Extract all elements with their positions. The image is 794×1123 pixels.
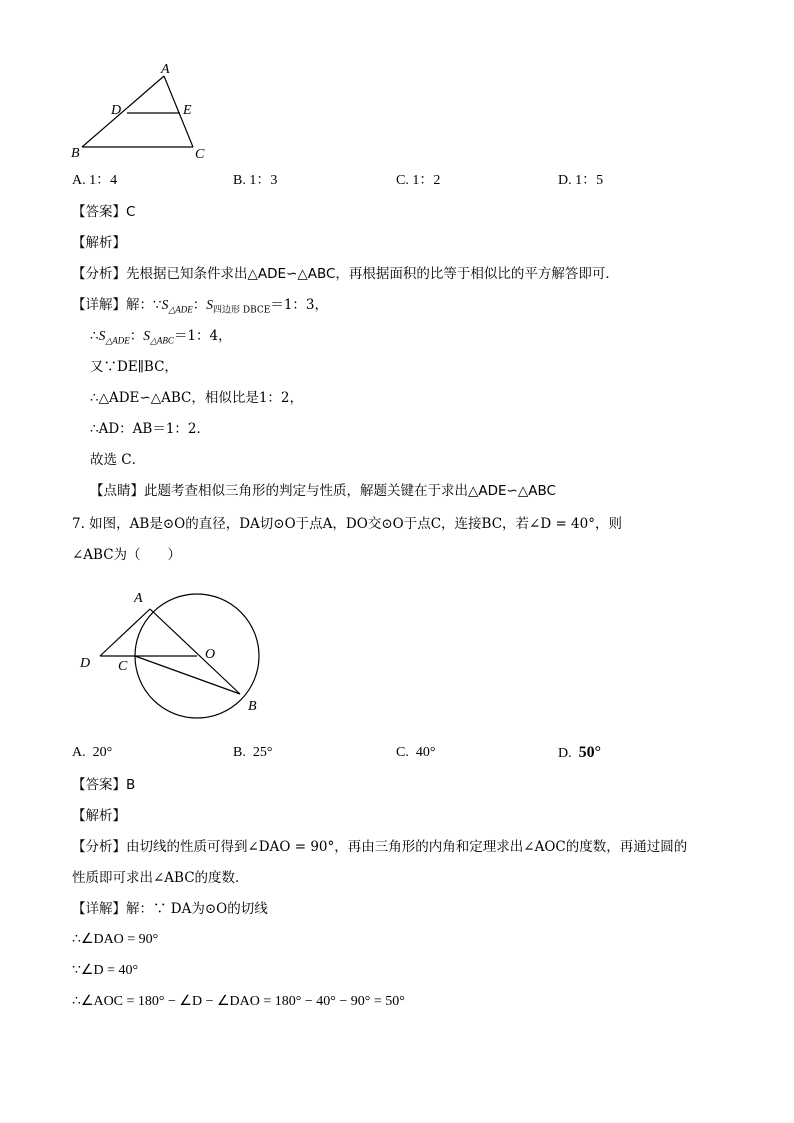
circle-figure-q7 [70,580,280,720]
q7-stem-line-1: 7. 如图，AB是⊙O的直径，DA切⊙O于点A，DO交⊙O于点C，连接BC，若∠D = 40°，则 [72,516,622,532]
q6-detail-line-3: 又∵DE∥BC， [90,359,178,375]
segment-cb [135,656,240,694]
label-d: D [111,103,122,118]
q7-option-c [396,745,435,762]
q7-detail-line-3: ∵∠D = 40° [72,963,139,978]
label-b: B [71,146,80,161]
q6-detail-line-1 [72,297,328,316]
q7-option-b-value: 25° [252,745,273,760]
q6-option-d: D. 1：5 [558,173,604,188]
q7-fenxi-line-1: 【分析】由切线的性质可得到∠DAO = 90°，再由三角形的内角和定理求出∠AOC的度数，再通过圆的 [72,839,688,855]
q7-detail-line-1: 【详解】解：∵ DA为⊙O的切线 [72,901,268,917]
segment-da [100,609,150,656]
q7-fenxi-line-2: 性质即可求出∠ABC的度数． [72,870,249,886]
q6-detail-line-2 [90,328,232,346]
label-b: B [248,699,257,714]
label-e: E [183,103,192,118]
q7-option-a [72,745,112,762]
q6-detail-line-6: 故选 C． [90,452,146,468]
q6-answer: 【答案】C [72,204,136,220]
area-sub-ade-2: △ADE [105,335,130,346]
segment-ab [82,76,164,147]
q7-option-d [558,743,601,763]
area-ratio-tail-2: ＝1：4， [173,328,232,344]
q7-option-c-letter: C. [396,745,409,760]
label-c: C [118,659,128,674]
segment-ab [150,609,240,694]
area-sub-ade: △ADE [168,304,193,315]
area-sep: ： [192,297,207,313]
q6-fenxi: 【分析】先根据已知条件求出△ADE∽△ABC，再根据面积的比等于相似比的平方解答即可． [72,266,619,282]
area-s-1: S [161,297,169,312]
q7-option-a-letter: A. [72,745,86,760]
q6-detail-tag: 【详解】解：∵ [72,297,162,313]
triangle-figure-q6 [60,55,220,165]
area-s-2: S [206,297,214,312]
q6-option-c: C. 1：2 [396,173,441,188]
label-d: D [80,656,91,671]
label-o: O [205,647,216,662]
label-c: C [195,147,205,162]
area-s-3: S [98,328,106,343]
area-ratio-tail: ＝1：3， [270,297,329,313]
q7-option-c-value: 40° [415,745,436,760]
area-sub-abc: △ABC [150,335,174,346]
label-a: A [134,591,143,606]
q6-detail-line-5: ∴AD：AB＝1：2． [90,421,211,437]
q7-option-d-letter: D. [558,746,572,761]
q7-option-d-value: 50° [578,744,602,761]
label-a: A [161,62,170,77]
q6-dianjing: 【点睛】此题考查相似三角形的判定与性质，解题关键在于求出△ADE∽△ABC [90,483,556,499]
q7-detail-line-2: ∴∠DAO = 90° [72,932,159,947]
q7-stem-line-2: ∠ABC为（ ） [72,547,182,563]
q7-option-b [233,745,272,762]
q6-analysis-heading: 【解析】 [72,235,126,251]
q7-option-b-letter: B. [233,745,246,760]
q6-option-b: B. 1：3 [233,173,278,188]
area-sub-dbce: 四边形 DBCE [213,305,271,316]
q7-detail-line-4: ∴∠AOC = 180° − ∠D − ∠DAO = 180° − 40° − 90° = 50° [72,994,405,1009]
q7-analysis-heading: 【解析】 [72,808,126,824]
therefore-symbol: ∴ [90,328,99,344]
q7-answer: 【答案】B [72,777,136,793]
q6-option-a: A. 1：4 [72,173,118,188]
area-sep-2: ： [129,328,144,344]
q6-detail-line-4: ∴△ADE∽△ABC，相似比是1：2， [90,390,304,406]
q7-option-a-value: 20° [92,745,113,760]
area-s-4: S [143,328,151,343]
